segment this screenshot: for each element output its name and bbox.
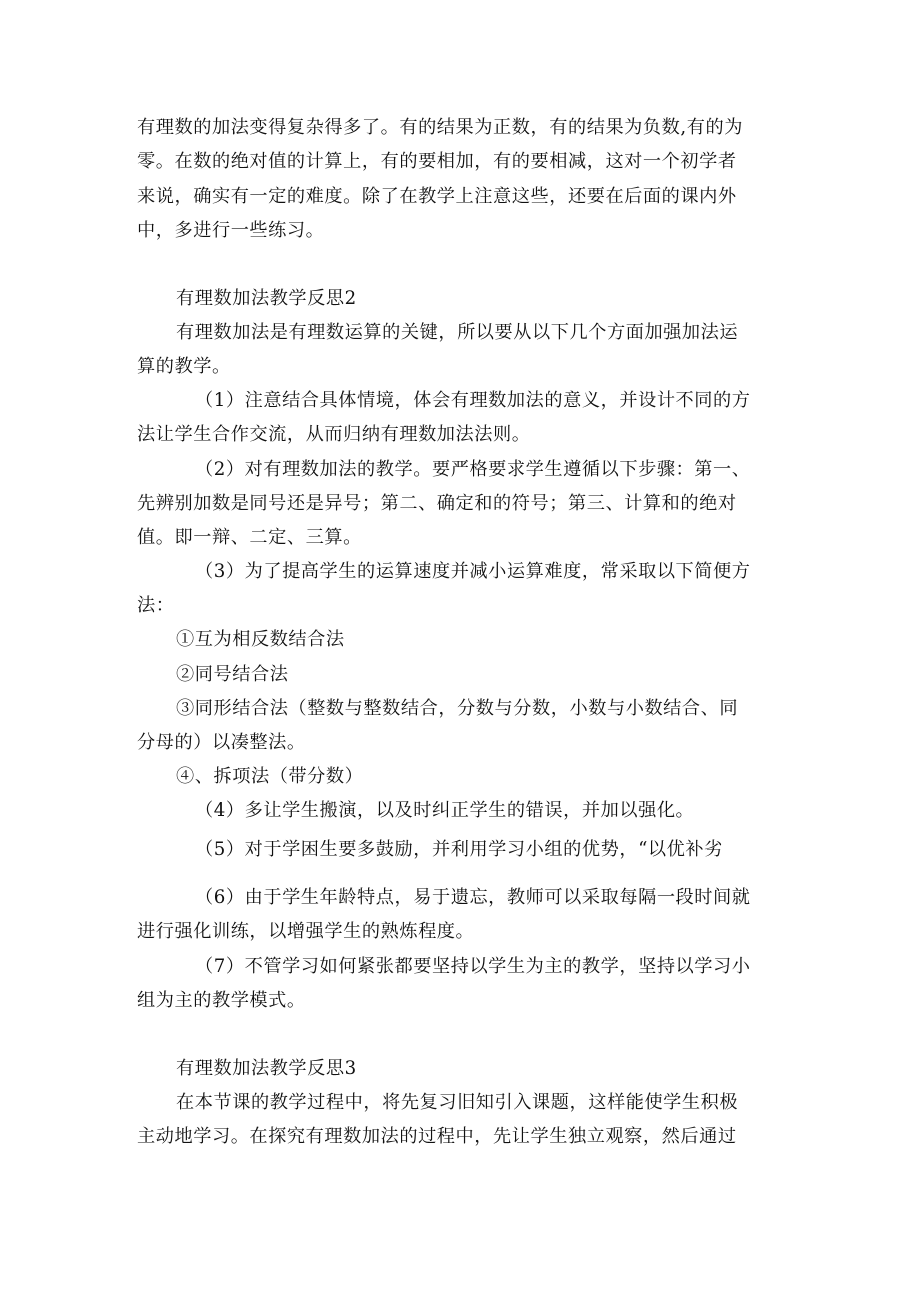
paragraph-line: 主动地学习。在探究有理数加法的过程中，先让学生独立观察，然后通过 (137, 1126, 737, 1147)
method-item: ④、拆项法（带分数） (176, 766, 364, 787)
list-item-continuation: 组为主的教学模式。 (137, 990, 306, 1011)
list-item-continuation: 先辨别加数是同号还是异号；第二、确定和的符号；第三、计算和的绝对 (137, 493, 737, 514)
paragraph-line: 算的教学。 (137, 356, 231, 377)
list-item: （5）对于学困生要多鼓励，并利用学习小组的优势，“以优补劣 (195, 839, 723, 860)
paragraph-line: 来说，确实有一定的难度。除了在教学上注意这些，还要在后面的课内外 (137, 186, 737, 207)
paragraph-line: 有理数加法是有理数运算的关键，所以要从以下几个方面加强加法运 (176, 322, 739, 343)
section-heading: 有理数加法教学反思3 (176, 1058, 357, 1079)
method-item: ③同形结合法（整数与整数结合，分数与分数，小数与小数结合、同 (176, 698, 739, 719)
list-item: （4）多让学生搬演，以及时纠正学生的错误，并加以强化。 (195, 800, 695, 821)
section-heading: 有理数加法教学反思2 (176, 288, 357, 309)
list-item-continuation: 法： (137, 595, 175, 616)
paragraph-line: 零。在数的绝对值的计算上，有的要相加，有的要相减，这对一个初学者 (137, 151, 737, 172)
list-item: （3）为了提高学生的运算速度并减小运算难度，常采取以下简便方 (195, 561, 751, 582)
method-item: ②同号结合法 (176, 664, 289, 685)
list-item-continuation: 法让学生合作交流，从而归纳有理数加法法则。 (137, 424, 531, 445)
list-item-continuation: 值。即一辩、二定、三算。 (137, 527, 362, 548)
list-item: （1）注意结合具体情境，体会有理数加法的意义，并设计不同的方 (195, 390, 751, 411)
method-item-continuation: 分母的）以凑整法。 (137, 732, 306, 753)
list-item-continuation: 进行强化训练，以增强学生的熟炼程度。 (137, 921, 475, 942)
list-item: （2）对有理数加法的教学。要严格要求学生遵循以下步骤：第一、 (195, 459, 751, 480)
paragraph-line: 中，多进行一些练习。 (137, 220, 325, 241)
method-item: ①互为相反数结合法 (176, 629, 345, 650)
paragraph-line: 有理数的加法变得复杂得多了。有的结果为正数，有的结果为负数,有的为 (137, 117, 743, 138)
list-item: （6）由于学生年龄特点，易于遗忘，教师可以采取每隔一段时间就 (195, 887, 751, 908)
list-item: （7）不管学习如何紧张都要坚持以学生为主的教学，坚持以学习小 (195, 956, 751, 977)
paragraph-line: 在本节课的教学过程中，将先复习旧知引入课题，这样能使学生积极 (176, 1092, 739, 1113)
